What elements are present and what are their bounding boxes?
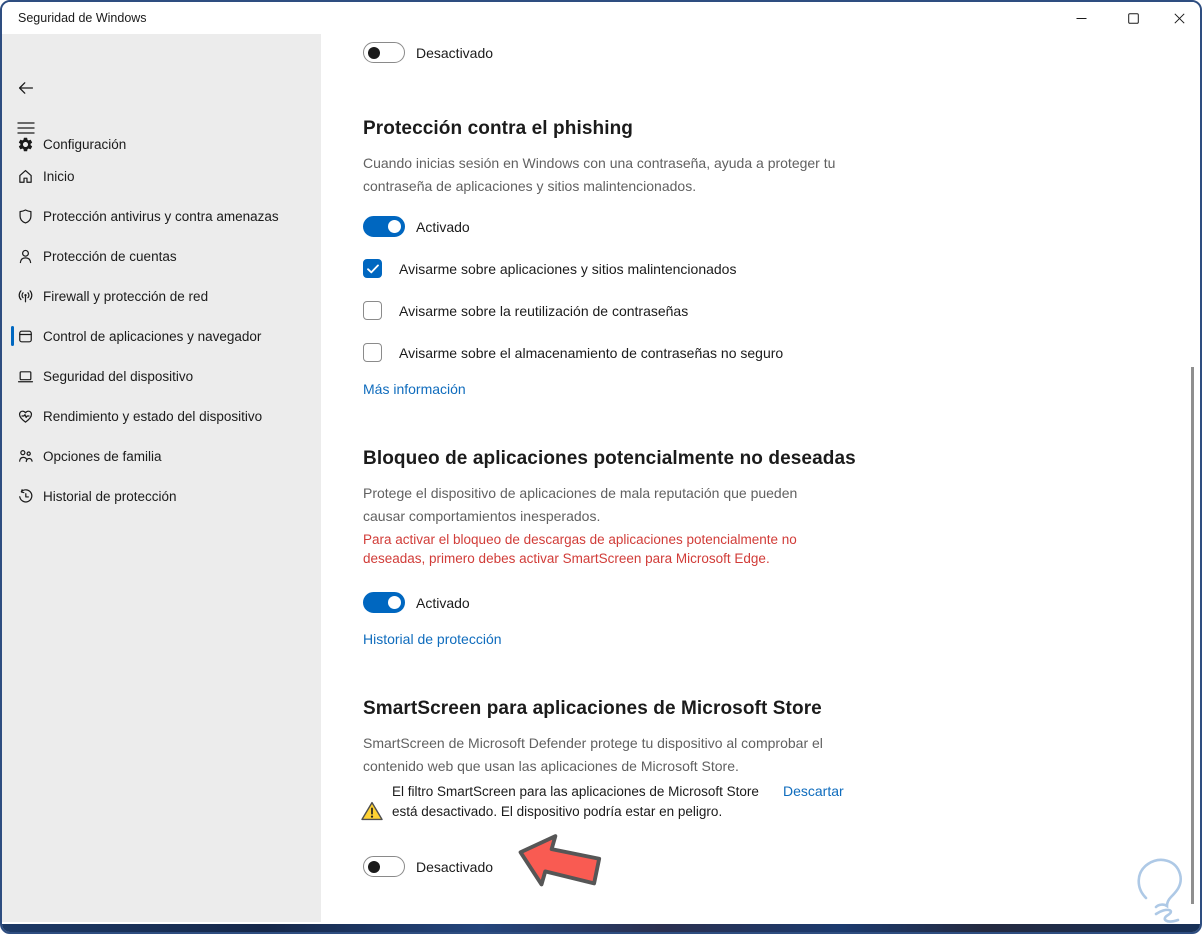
sidebar-item-label: Inicio <box>43 168 75 184</box>
toggle-knob <box>388 596 401 609</box>
bottom-window-edge <box>2 924 1200 932</box>
checkbox-unchecked[interactable] <box>363 343 382 362</box>
phishing-toggle-row <box>363 216 470 237</box>
toggle-off[interactable] <box>363 42 405 63</box>
window-title: Seguridad de Windows <box>18 11 147 25</box>
sidebar-footer <box>2 124 321 910</box>
maximize-icon <box>1128 13 1139 24</box>
toggle-state-label: Desactivado <box>416 44 494 61</box>
toggle-on[interactable] <box>363 592 405 613</box>
checkbox-row-unsafe-storage <box>363 343 783 362</box>
previous-section-toggle-row <box>363 42 493 63</box>
sidebar-item-label: Control de aplicaciones y navegador <box>43 328 262 344</box>
sidebar-item-label: Protección de cuentas <box>43 248 177 264</box>
toggle-state-label: Activado <box>416 594 470 611</box>
checkbox-row-malicious-apps <box>363 259 736 278</box>
titlebar <box>2 2 1200 34</box>
back-button[interactable] <box>14 76 38 100</box>
minimize-button[interactable] <box>1059 2 1103 34</box>
pua-warning-text: Para activar el bloqueo de descargas de aplicaciones potencialmente no deseadas, primero debes activar SmartScreen para Microsoft Edge. <box>363 532 797 566</box>
toggle-on[interactable] <box>363 216 405 237</box>
sidebar-item-label: Firewall y protección de red <box>43 288 209 304</box>
store-smartscreen-toggle-row <box>363 856 493 877</box>
sidebar-item-label: Opciones de familia <box>43 448 162 464</box>
store-smartscreen-section-title: SmartScreen para aplicaciones de Microsoft Store <box>363 698 822 719</box>
toggle-state-label: Activado <box>416 218 470 235</box>
pua-section-title: Bloqueo de aplicaciones potencialmente no deseadas <box>363 448 856 469</box>
vertical-scrollbar[interactable] <box>1191 367 1194 904</box>
warning-triangle-icon <box>361 801 383 826</box>
sidebar <box>2 34 321 922</box>
checkbox-unchecked[interactable] <box>363 301 382 320</box>
phishing-section-description: Cuando inicias sesión en Windows con una contraseña, ayuda a proteger tu contraseña de aplicaciones y sitios malintencionados. <box>363 155 836 194</box>
sidebar-item-label: Historial de protección <box>43 488 177 504</box>
toggle-knob <box>368 47 380 59</box>
sidebar-item-label: Configuración <box>43 136 127 152</box>
sidebar-item-label: Seguridad del dispositivo <box>43 368 194 384</box>
lightbulb-watermark <box>1128 850 1194 934</box>
gear-icon <box>16 135 34 153</box>
maximize-button[interactable] <box>1111 2 1155 34</box>
pua-toggle-row <box>363 592 470 613</box>
pua-section-description: Protege el dispositivo de aplicaciones de mala reputación que pueden causar comportamientos inesperados. <box>363 485 798 524</box>
checkmark-icon <box>367 264 379 274</box>
toggle-knob <box>368 861 380 873</box>
red-annotation-arrow <box>514 833 602 896</box>
store-smartscreen-description: SmartScreen de Microsoft Defender protege tu dispositivo al comprobar el contenido web que usan las aplicaciones de Microsoft Store. <box>363 735 823 774</box>
checkbox-label: Avisarme sobre aplicaciones y sitios malintencionados <box>399 260 737 277</box>
checkbox-checked[interactable] <box>363 259 382 278</box>
sidebar-item-label: Protección antivirus y contra amenazas <box>43 208 279 224</box>
toggle-state-label: Desactivado <box>416 858 494 875</box>
sidebar-item-label: Rendimiento y estado del dispositivo <box>43 408 263 424</box>
close-icon <box>1174 13 1185 24</box>
protection-history-link[interactable]: Historial de protección <box>363 631 502 647</box>
more-info-link[interactable]: Más información <box>363 381 466 397</box>
back-arrow-icon <box>17 79 35 97</box>
store-smartscreen-alert-text: El filtro SmartScreen para las aplicaciones de Microsoft Store está desactivado. El dispositivo podría estar en peligro. <box>392 784 759 819</box>
minimize-icon <box>1076 13 1087 24</box>
toggle-knob <box>388 220 401 233</box>
close-button[interactable] <box>1157 2 1201 34</box>
sidebar-item-configuracion[interactable] <box>2 124 321 164</box>
dismiss-link[interactable]: Descartar <box>783 783 844 799</box>
checkbox-label: Avisarme sobre el almacenamiento de contraseñas no seguro <box>399 344 784 361</box>
phishing-section-title: Protección contra el phishing <box>363 118 633 139</box>
checkbox-row-password-reuse <box>363 301 688 320</box>
checkbox-label: Avisarme sobre la reutilización de contraseñas <box>399 302 689 319</box>
toggle-off[interactable] <box>363 856 405 877</box>
